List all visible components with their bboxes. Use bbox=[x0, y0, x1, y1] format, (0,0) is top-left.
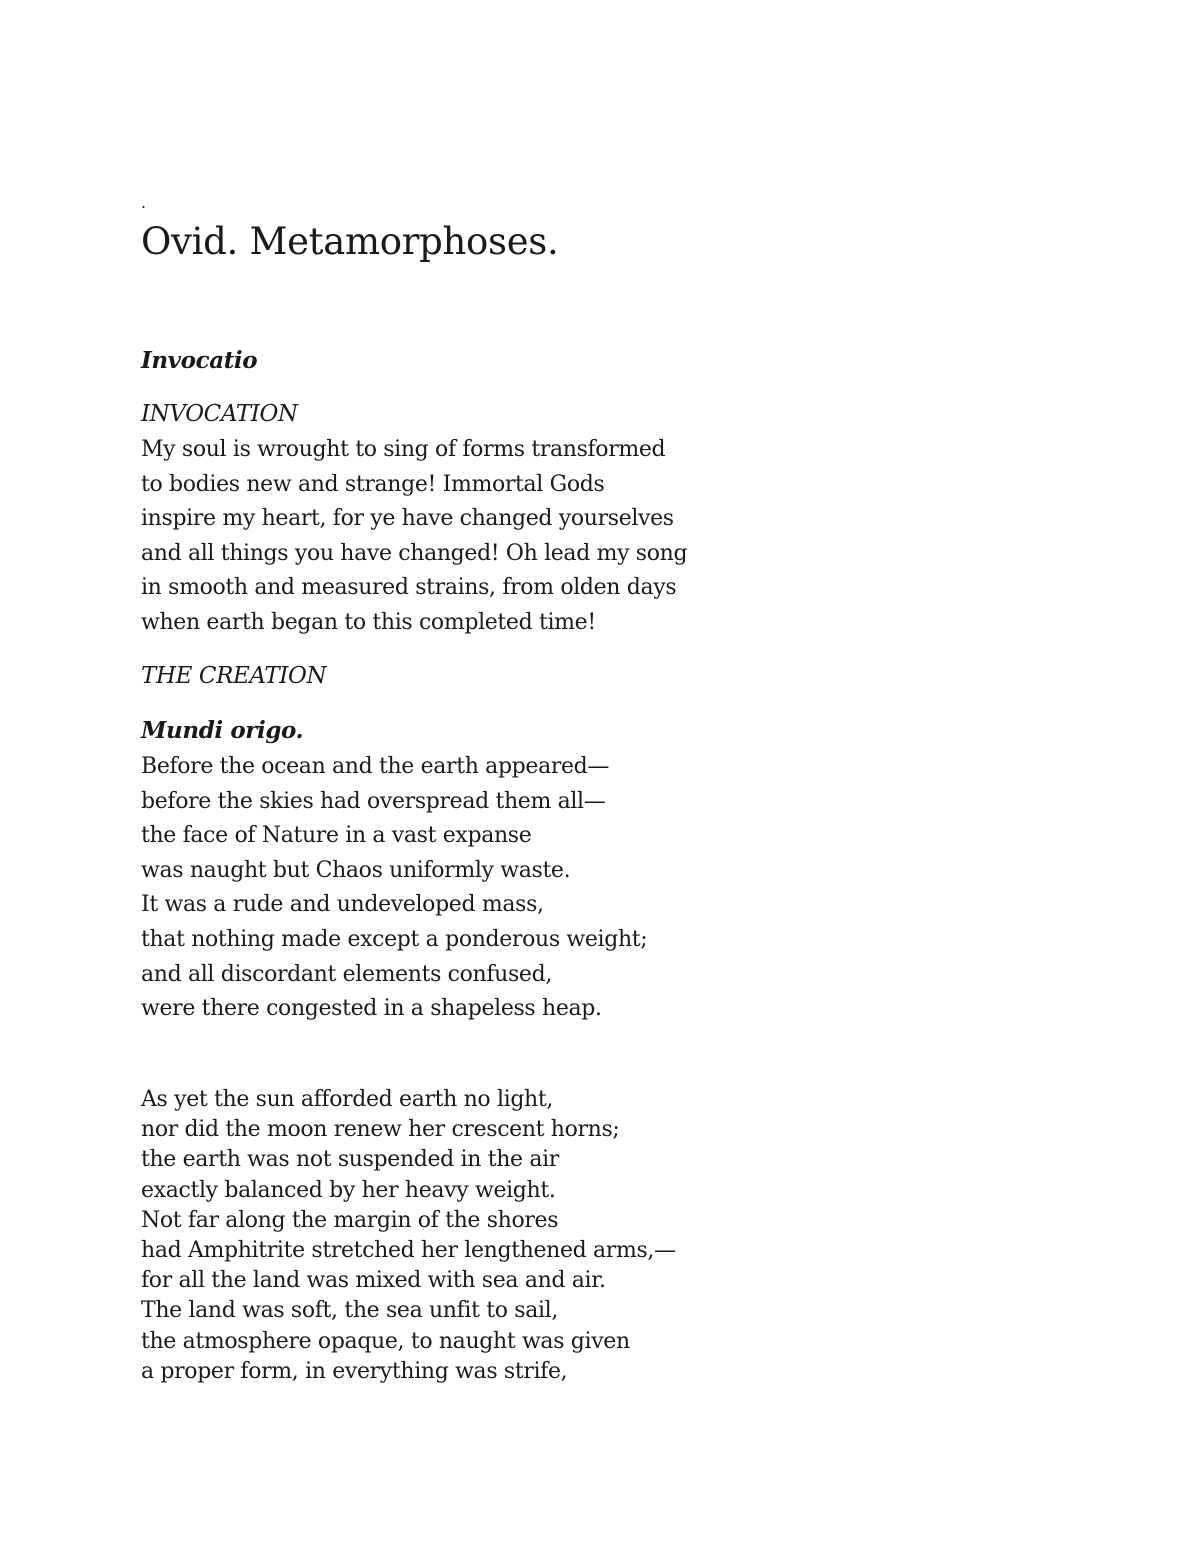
section-heading-invocation: INVOCATION bbox=[141, 401, 298, 427]
verse-line: in smooth and measured strains, from olden days bbox=[141, 575, 677, 600]
verse-line: Not far along the margin of the shores bbox=[141, 1207, 559, 1233]
page-marker: . bbox=[141, 193, 147, 212]
stanza-invocation bbox=[141, 433, 687, 640]
verse-line: and all discordant elements confused, bbox=[141, 961, 552, 987]
section-heading-creation: THE CREATION bbox=[141, 663, 327, 689]
verse-line: My soul is wrought to sing of forms transformed bbox=[141, 437, 666, 462]
verse-line: As yet the sun afforded earth no light, bbox=[141, 1087, 554, 1112]
verse-line: were there congested in a shapeless heap. bbox=[141, 996, 602, 1022]
verse-line: exactly balanced by her heavy weight. bbox=[141, 1177, 556, 1203]
verse-line: Before the ocean and the earth appeared— bbox=[141, 754, 610, 779]
section-latin-mundi-origo: Mundi origo. bbox=[141, 717, 304, 744]
verse-line: inspire my heart, for ye have changed yourselves bbox=[141, 506, 674, 531]
verse-line: before the skies had overspread them all— bbox=[141, 788, 606, 814]
verse-line: the earth was not suspended in the air bbox=[141, 1147, 559, 1173]
verse-line: had Amphitrite stretched her lengthened arms,— bbox=[141, 1238, 676, 1264]
document-title: Ovid. Metamorphoses. bbox=[141, 220, 559, 263]
verse-line: It was a rude and undeveloped mass, bbox=[141, 892, 544, 918]
stanza-as-yet-the-sun bbox=[141, 1085, 676, 1387]
verse-line: nor did the moon renew her crescent horns; bbox=[141, 1117, 620, 1143]
section-latin-invocatio: Invocatio bbox=[141, 347, 258, 374]
verse-line: was naught but Chaos uniformly waste. bbox=[141, 857, 571, 883]
verse-line: that nothing made except a ponderous weight; bbox=[141, 926, 648, 952]
verse-line: The land was soft, the sea unfit to sail, bbox=[141, 1298, 558, 1324]
verse-line: the atmosphere opaque, to naught was given bbox=[141, 1328, 630, 1354]
stanza-mundi-origo bbox=[141, 750, 647, 1027]
verse-line: when earth began to this completed time! bbox=[141, 609, 596, 635]
verse-line: and all things you have changed! Oh lead my song bbox=[141, 540, 688, 566]
verse-line: for all the land was mixed with sea and air. bbox=[141, 1268, 606, 1294]
verse-line: a proper form, in everything was strife, bbox=[141, 1358, 568, 1384]
verse-line: to bodies new and strange! Immortal Gods bbox=[141, 471, 605, 497]
verse-line: the face of Nature in a vast expanse bbox=[141, 823, 532, 849]
